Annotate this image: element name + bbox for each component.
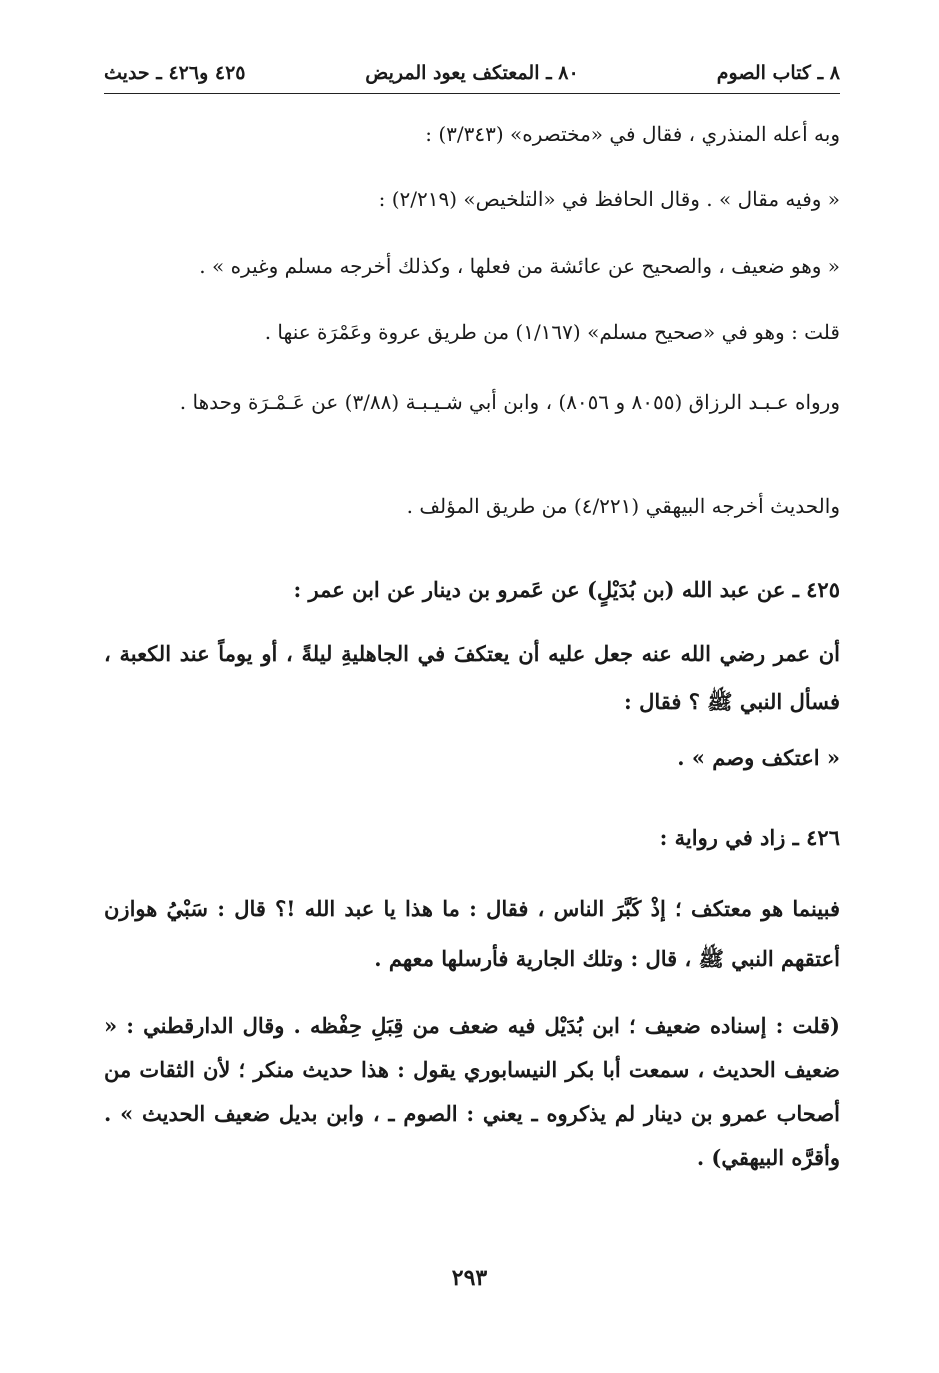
- running-header: [104, 60, 840, 94]
- text-line: أن عمر رضي الله عنه جعل عليه أن يعتكفَ في الجاهليةِ ليلةً ، أو يوماً عند الكعبة ، فسأل النبي ﷺ ؟ فقال :: [104, 641, 840, 714]
- editor-note: [104, 1004, 840, 1180]
- header-divider: [104, 93, 840, 94]
- text-line: والحديث أخرجه البيهقي (٤/٢٢١) من طريق المؤلف .: [406, 494, 840, 518]
- hadith-425-quote: [104, 742, 840, 774]
- text-line: ٤٢٦ ـ زاد في رواية :: [659, 825, 840, 850]
- header-book-title: ٨ ـ كتاب الصوم: [716, 62, 840, 84]
- text-line: قلت : وهو في «صحيح مسلم» (١/١٦٧) من طريق عروة وعَمْرَة عنها .: [264, 320, 840, 344]
- hadith-426-heading: [104, 822, 840, 854]
- hadith-425-heading: [104, 574, 840, 606]
- paragraph-5: [104, 380, 840, 424]
- paragraph-6: [104, 490, 840, 522]
- text-line: « وهو ضعيف ، والصحيح عن عائشة من فعلها ، وكذلك أخرجه مسلم وغيره » .: [199, 254, 840, 278]
- text-line: « اعتكف وصم » .: [677, 745, 840, 770]
- paragraph-2: [104, 183, 840, 215]
- text-line: « وفيه مقال » . وقال الحافظ في «التلخيص» (٢/٢١٩) :: [378, 187, 840, 211]
- text-line: فبينما هو معتكف ؛ إذْ كَبَّرَ الناس ، فقال : ما هذا يا عبد الله !؟ قال : سَبْيُ هوازن أعتقهم النبي ﷺ ، قال : وتلك الجارية فأرسلها معهم .: [104, 896, 840, 971]
- hadith-425-text: [104, 630, 840, 726]
- header-hadith-numbers: ٤٢٥ و٤٢٦ ـ حديث: [104, 62, 246, 84]
- text-line: ٤٢٥ ـ عن عبد الله (بن بُدَيْلٍ) عن عَمرو بن دينار عن ابن عمر :: [293, 577, 840, 602]
- text-line: ورواه عـبـد الرزاق (٨٠٥٥ و ٨٠٥٦) ، وابن أبي شـيـبـة (٣/٨٨) عن عَـمْـرَة وحدها .: [179, 390, 840, 414]
- hadith-426-text: [104, 884, 840, 984]
- text-line: (قلت : إسناده ضعيف ؛ ابن بُدَيْل فيه ضعف من قِبَلِ حِفْظه . وقال الدارقطني : « ضعيف الحديث ، سمعت أبا بكر النيسابوري يقول : هذا حديث منكر ؛ لأن الثقات من أصحاب عمرو بن دينار لم يذكروه ـ يعني : الصوم ـ ، وابن بديل ضعيف الحديث » . وأقرَّه البيهقي) .: [104, 1013, 840, 1170]
- text-line: وبه أعله المنذري ، فقال في «مختصره» (٣/٣٤٣) :: [425, 122, 840, 146]
- paragraph-1: [104, 118, 840, 150]
- paragraph-3: [104, 250, 840, 282]
- header-chapter-title: ٨٠ ـ المعتكف يعود المريض: [365, 62, 579, 84]
- page-number: ٢٩٣: [451, 1265, 488, 1291]
- paragraph-4: [104, 316, 840, 348]
